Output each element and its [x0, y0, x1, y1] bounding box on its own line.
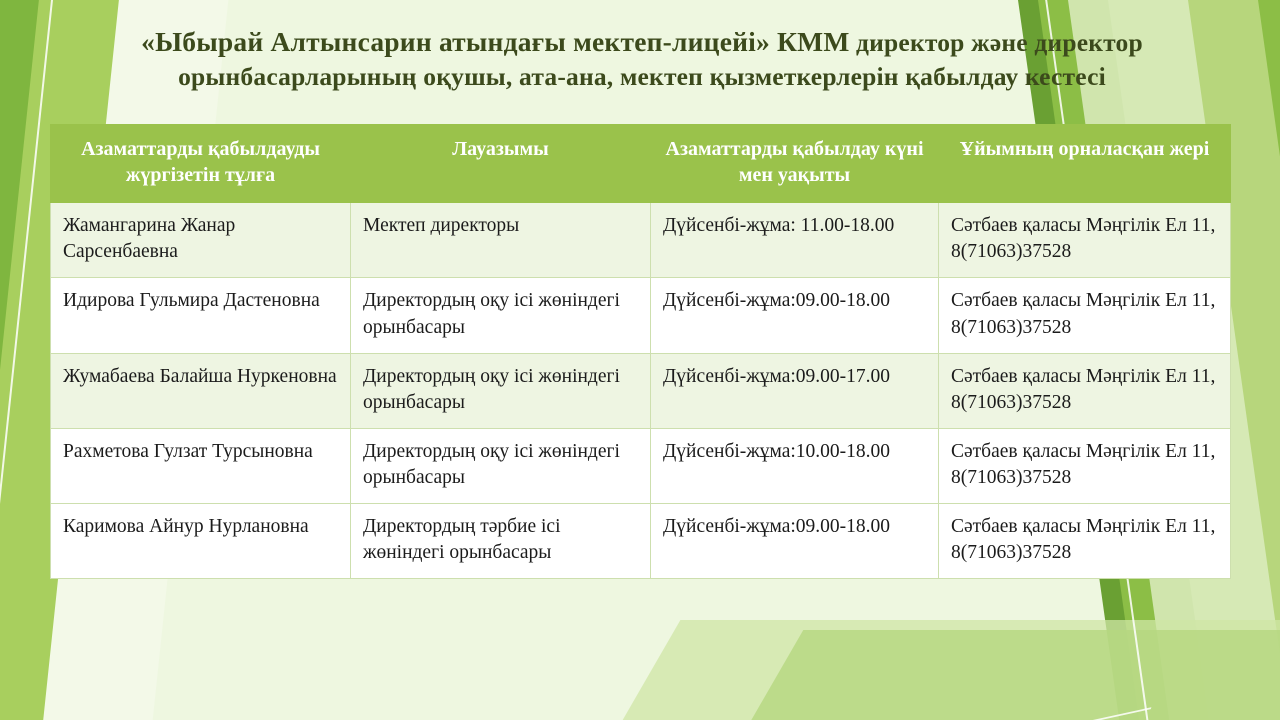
schedule-table-wrapper	[50, 124, 1230, 579]
cell-location: Сәтбаев қаласы Мәңгілік Ел 11, 8(71063)37528	[939, 278, 1231, 353]
page-title-rest: директор және директор орынбасарларының оқушы, ата-ана, мектеп қызметкерлерін қабылдау кестесі	[178, 28, 1143, 92]
cell-location: Сәтбаев қаласы Мәңгілік Ел 11, 8(71063)37528	[939, 203, 1231, 278]
table-row	[51, 203, 1231, 278]
cell-position: Директордың оқу ісі жөніндегі орынбасары	[351, 428, 651, 503]
cell-person: Жумабаева Балайша Нуркеновна	[51, 353, 351, 428]
schedule-table	[50, 124, 1231, 579]
column-header-person: Азаматтарды қабылдауды жүргізетін тұлға	[51, 125, 351, 203]
table-row	[51, 504, 1231, 579]
cell-position: Директордың тәрбие ісі жөніндегі орынбасары	[351, 504, 651, 579]
cell-person: Идирова Гульмира Дастеновна	[51, 278, 351, 353]
cell-location: Сәтбаев қаласы Мәңгілік Ел 11, 8(71063)37528	[939, 504, 1231, 579]
page-title	[72, 24, 1212, 94]
cell-position: Мектеп директоры	[351, 203, 651, 278]
table-row	[51, 278, 1231, 353]
table-body	[51, 203, 1231, 579]
table-header-row	[51, 125, 1231, 203]
cell-schedule: Дүйсенбі-жұма:09.00-18.00	[651, 278, 939, 353]
cell-schedule: Дүйсенбі-жұма: 11.00-18.00	[651, 203, 939, 278]
cell-schedule: Дүйсенбі-жұма:09.00-18.00	[651, 504, 939, 579]
page-title-lead: «Ыбырай Алтынсарин атындағы мектеп-лицейі» КММ	[141, 26, 850, 57]
column-header-location: Ұйымның орналасқан жері	[939, 125, 1231, 203]
cell-position: Директордың оқу ісі жөніндегі орынбасары	[351, 278, 651, 353]
cell-position: Директордың оқу ісі жөніндегі орынбасары	[351, 353, 651, 428]
table-row	[51, 428, 1231, 503]
cell-schedule: Дүйсенбі-жұма:09.00-17.00	[651, 353, 939, 428]
cell-person: Жамангарина Жанар Сарсенбаевна	[51, 203, 351, 278]
title-block	[72, 24, 1212, 94]
cell-schedule: Дүйсенбі-жұма:10.00-18.00	[651, 428, 939, 503]
column-header-position: Лауазымы	[351, 125, 651, 203]
table-row	[51, 353, 1231, 428]
background-shape-bottom-wedge-2	[717, 630, 1280, 720]
cell-person: Рахметова Гулзат Турсыновна	[51, 428, 351, 503]
table-head	[51, 125, 1231, 203]
column-header-schedule: Азаматтарды қабылдау күні мен уақыты	[651, 125, 939, 203]
cell-location: Сәтбаев қаласы Мәңгілік Ел 11, 8(71063)37528	[939, 428, 1231, 503]
cell-person: Каримова Айнур Нурлановна	[51, 504, 351, 579]
cell-location: Сәтбаев қаласы Мәңгілік Ел 11, 8(71063)37528	[939, 353, 1231, 428]
